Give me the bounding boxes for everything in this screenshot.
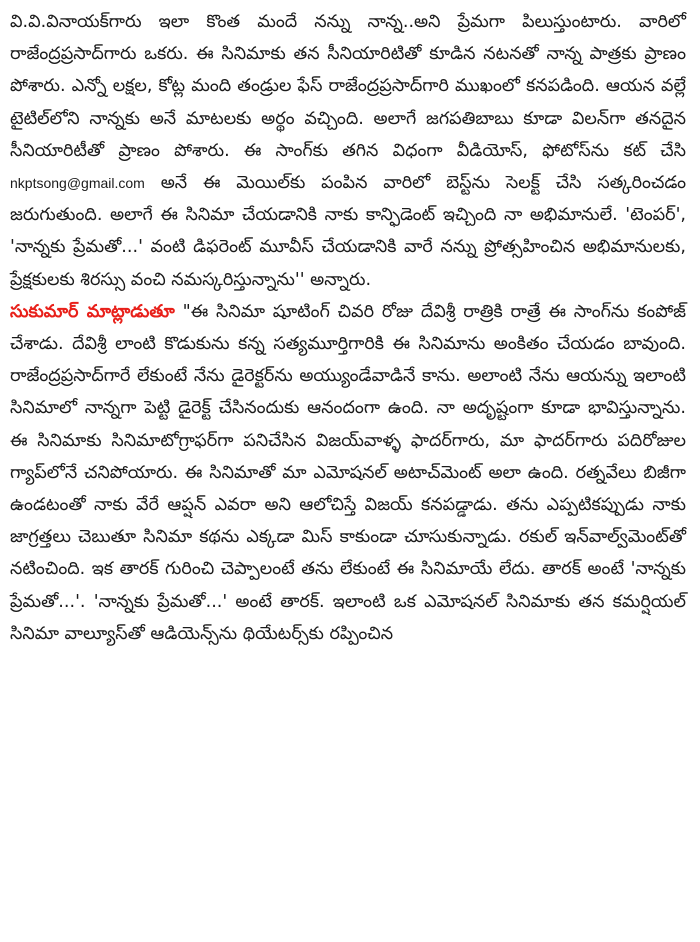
paragraph-text-before-email: వి.వి.వినాయక్‌గారు ఇలా కొంత మందే నన్ను నాన్న..అని ప్రేమగా పిలుస్తుంటారు. వారిలో రాజేంద్రప్రసాద్‌గారు ఒకరు. ఈ సినిమాకు తన సీనియారిటితో కూడిన నటనతో నాన్న పాత్రకు ప్రాణం పోశారు. ఎన్నో లక్షల, కోట్ల మంది తండ్రుల ఫేస్ రాజేంద్రప్రసాద్‌గారి ముఖంలో కనపడింది. ఆయన వల్లే టైటిల్‌లోని నాన్నకు అనే మాటలకు అర్థం వచ్చింది. అలాగే జగపతిబాబు కూడా విలన్‌గా తనదైన సీనియారిటీతో ప్రాణం పోశారు. ఈ సాంగ్‌కు తగిన విధంగా వీడియోస్, ఫోటోస్‌ను కట్ చేసి: [10, 12, 686, 161]
email-address: nkptsong@gmail.com: [10, 175, 145, 192]
paragraph-rajendra-prasad: [10, 6, 686, 296]
paragraph-text-after-email: అనే ఈ మెయిల్‌కు పంపిన వారిలో బెస్ట్‌ను సెలక్ట్ చేసి సత్కరించడం జరుగుతుంది. అలాగే ఈ సినిమా చేయడానికి నాకు కాన్ఫిడెంట్ ఇచ్చింది నా అభిమానులే. 'టెంపర్', 'నాన్నకు ప్రేమతో...' వంటి డిఫరెంట్ మూవీస్ చేయడానికి వారే నన్ను ప్రోత్సహించిన అభిమానులకు, ప్రేక్షకులకు శిరస్సు వంచి నమస్కరిస్తున్నాను'' అన్నారు.: [10, 173, 687, 290]
paragraph-sukumar: [10, 296, 686, 650]
speaker-lead: సుకుమార్ మాట్లాడుతూ: [10, 301, 175, 322]
paragraph-sukumar-text: "ఈ సినిమా షూటింగ్ చివరి రోజు దేవిశ్రీ రాత్రికి రాత్రే ఈ సాంగ్‌ను కంపోజ్ చేశాడు. దేవిశ్రీ లాంటి కొడుకును కన్న సత్యమూర్తిగారికి ఈ సినిమాను అంకితం చేయడం బావుంది. రాజేంద్రప్రసాద్‌గారే లేకుంటే నేను డైరెక్టర్‌ను అయ్యుండేవాడినే కాను. అలాంటి నేను ఆయన్ను ఇలాంటి సినిమాలో నాన్నగా పెట్టి డైరెక్ట్ చేసినందుకు ఆనందంగా ఉంది. నా అదృష్టంగా కూడా భావిస్తున్నాను. ఈ సినిమాకు సినిమాటోగ్రాఫర్‌గా పనిచేసిన విజయ్‌వాళ్ళ ఫాదర్‌గారు, మా ఫాదర్‌గారు పదిరోజుల గ్యాప్‌లోనే చనిపోయారు. ఈ సినిమాతో మా ఎమోషనల్ అటాచ్‌మెంట్ అలా ఉంది. రత్నవేలు బిజీగా ఉండటంతో నాకు వేరే ఆప్షన్ ఎవరా అని ఆలోచిస్తే విజయ్ కనపడ్డాడు. తను ఎప్పటికప్పుడు నాకు జాగ్రత్తలు చెబుతూ సినిమా కథను ఎక్కడా మిస్ కాకుండా చూసుకున్నాడు. రకుల్ ఇన్‌వాల్వ్‌మెంట్‌తో నటించింది. ఇక తారక్ గురించి చెప్పాలంటే తను లేకుంటే ఈ సినిమాయే లేదు. తారక్ అంటే 'నాన్నకు ప్రేమతో...'. 'నాన్నకు ప్రేమతో...' అంటే తారక్. ఇలాంటి ఒక ఎమోషనల్ సినిమాకు తన కమర్షియల్ సినిమా వాల్యూస్‌తో ఆడియెన్స్‌ను థియేటర్స్‌కు రప్పించిన: [10, 301, 686, 644]
